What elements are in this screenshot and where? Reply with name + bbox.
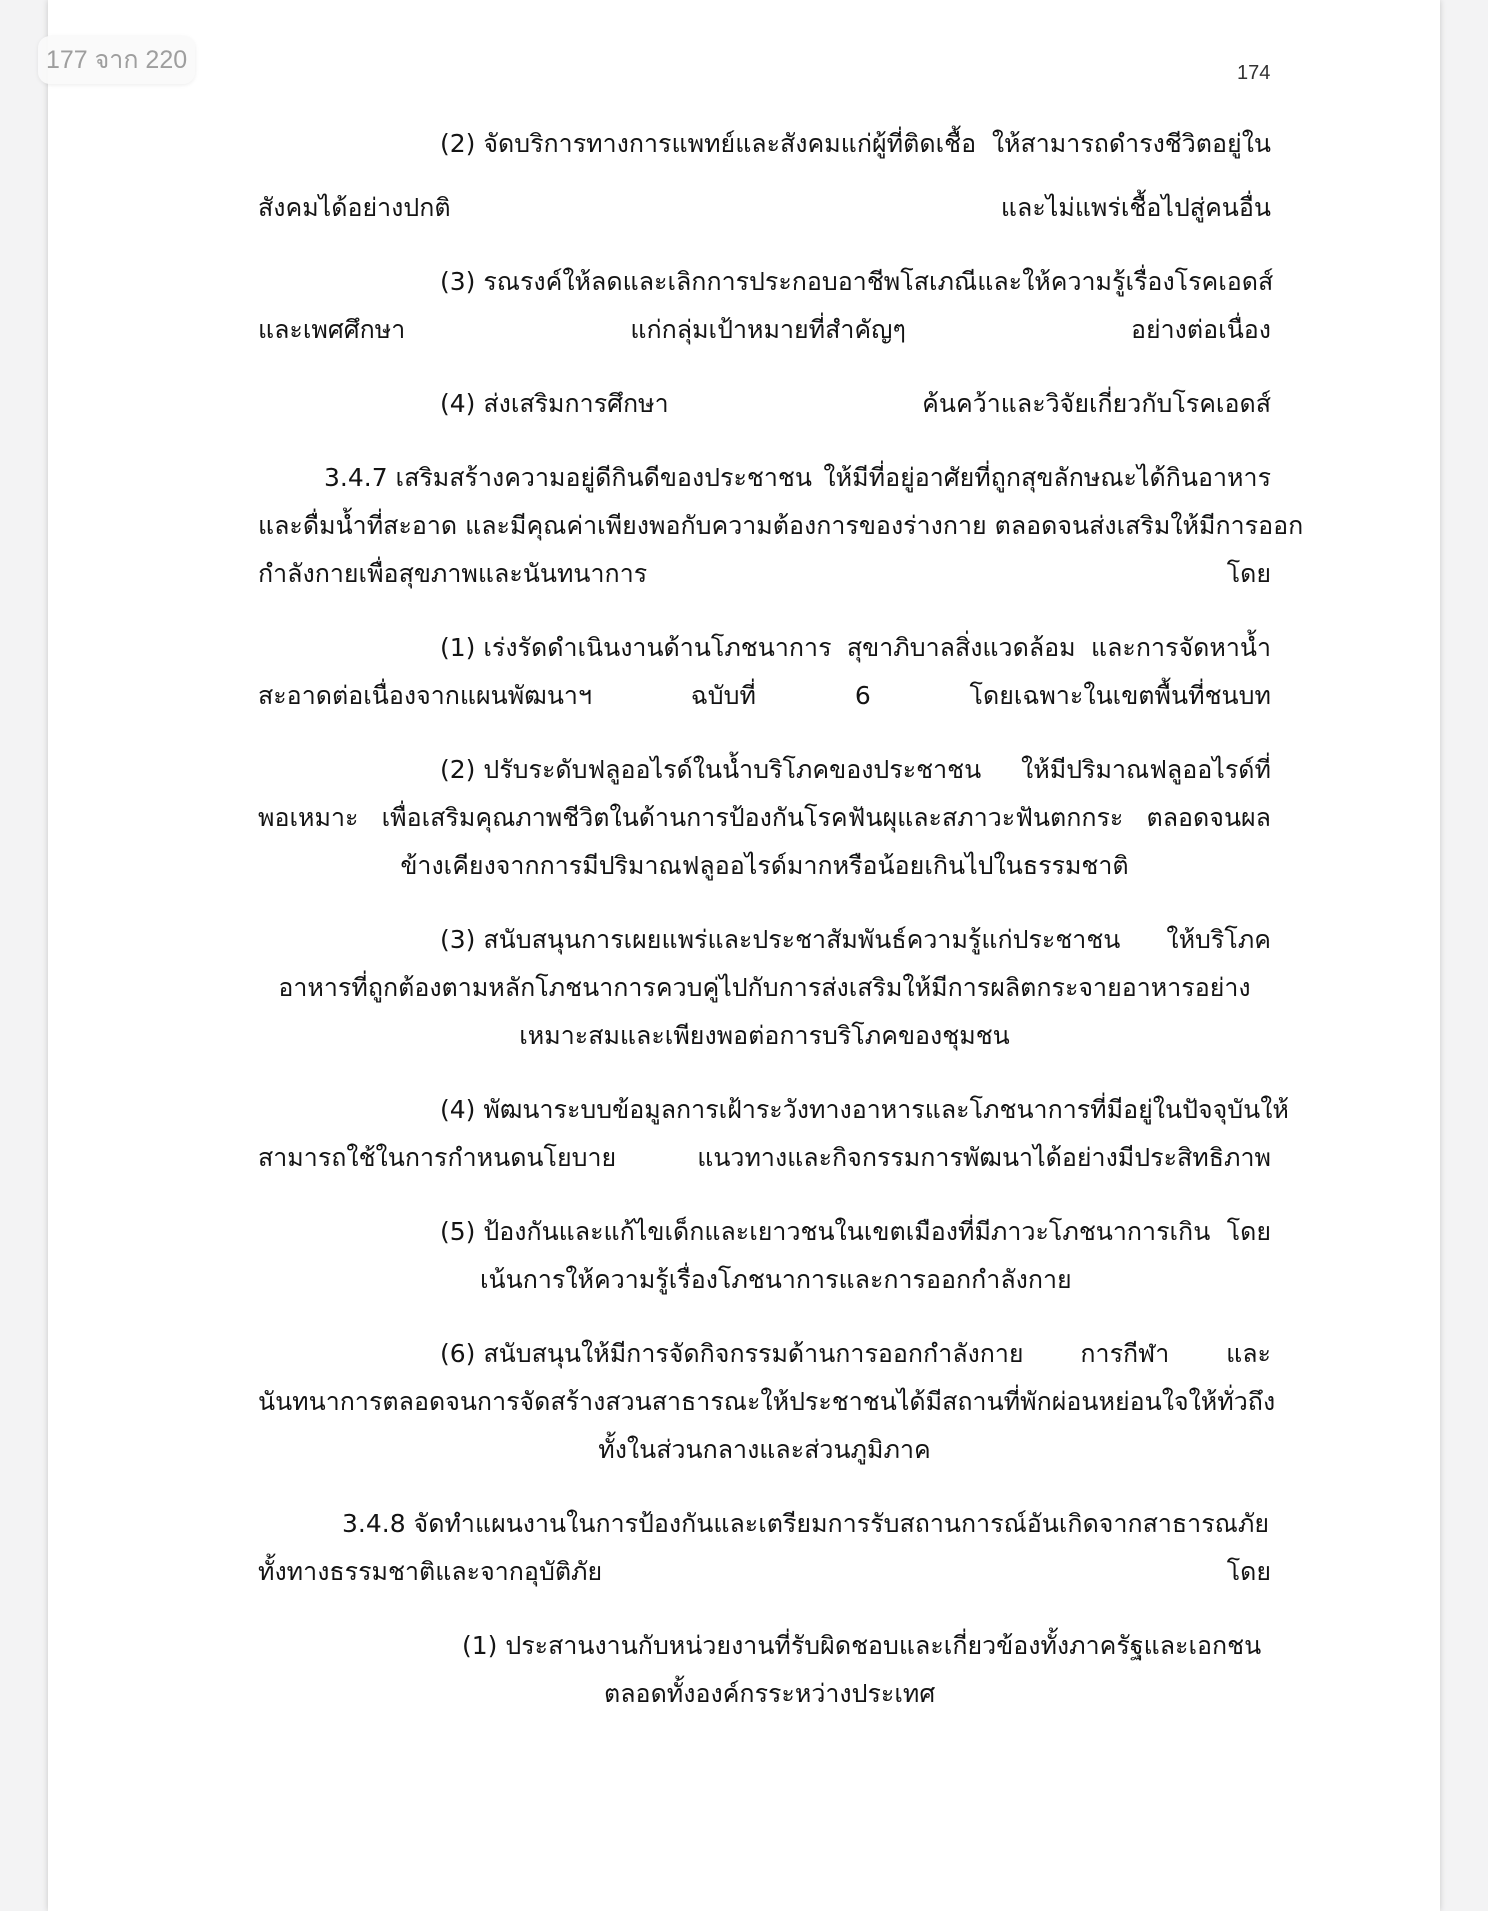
text-line: (6) สนับสนุนให้มีการจัดกิจกรรมด้านการออกกำลังกาย การกีฬา และ	[440, 1339, 1271, 1368]
text-line: (4) พัฒนาระบบข้อมูลการเฝ้าระวังทางอาหารและโภชนาการที่มีอยู่ในปัจจุบัน ให้	[440, 1095, 1289, 1124]
text-line: เหมาะสมและเพียงพอต่อการบริโภคของชุมชน	[519, 1021, 1010, 1050]
text-line: และเพศศึกษา แก่กลุ่มเป้าหมายที่สำคัญๆ อย่างต่อเนื่อง	[258, 315, 1271, 344]
text-line: ข้างเคียงจากการมีปริมาณฟลูออไรด์มากหรือน้อยเกินไปในธรรมชาติ	[400, 851, 1129, 880]
text-line: (4) ส่งเสริมการศึกษา ค้นคว้าและวิจัยเกี่ยวกับโรคเอดส์	[440, 389, 1271, 418]
text-line: และดื่มน้ำที่สะอาด และมีคุณค่าเพียงพอกับความต้องการของร่างกาย ตลอดจนส่งเสริมให้มีการออก	[258, 511, 1304, 540]
section-heading: 3.4.7 เสริมสร้างความอยู่ดีกินดีของประชาชน ให้มีที่อยู่อาศัยที่ถูกสุขลักษณะได้กินอาหาร	[324, 463, 1271, 492]
text-line: นันทนาการ ตลอดจนการจัดสร้างสวนสาธารณะให้ประชาชนได้มีสถานที่พักผ่อนหย่อนใจให้ทั่วถึง	[258, 1387, 1276, 1416]
text-line: สะอาดต่อเนื่องจากแผนพัฒนาฯ ฉบับที่ 6 โดยเฉพาะในเขตพื้นที่ชนบท	[258, 681, 1271, 710]
text-line: ทั้งทางธรรมชาติและจากอุบัติภัย โดย	[258, 1557, 1271, 1586]
text-line: (1) เร่งรัดดำเนินงานด้านโภชนาการ สุขาภิบาลสิ่งแวดล้อม และการจัดหาน้ำ	[440, 633, 1271, 662]
text-line: กำลังกายเพื่อสุขภาพและนันทนาการ โดย	[258, 559, 1271, 588]
text-line: (5) ป้องกันและแก้ไขเด็กและเยาวชนในเขตเมืองที่มีภาวะโภชนาการเกิน โดย	[440, 1217, 1271, 1246]
text-line: (3) สนับสนุนการเผยแพร่และประชาสัมพันธ์ความรู้แก่ประชาชน ให้บริโภค	[440, 925, 1271, 954]
text-line: (3) รณรงค์ให้ลดและเลิกการประกอบอาชีพโสเภณี และให้ความรู้เรื่องโรคเอดส์	[440, 267, 1274, 296]
text-line: ตลอดทั้งองค์กรระหว่างประเทศ	[604, 1679, 936, 1708]
page-indicator: 177 จาก 220	[38, 36, 195, 84]
text-line: สามารถใช้ในการกำหนดนโยบาย แนวทางและกิจกรรมการพัฒนาได้อย่างมีประสิทธิภาพ	[258, 1143, 1271, 1172]
text-line: (2) จัดบริการทางการแพทย์และสังคมแก่ผู้ที่ติดเชื้อ ให้สามารถดำรงชีวิตอยู่ใน	[440, 129, 1271, 158]
section-heading: 3.4.8 จัดทำแผนงานในการป้องกันและเตรียมการรับสถานการณ์อันเกิดจากสาธารณภัย	[342, 1509, 1269, 1538]
text-line: ทั้งในส่วนกลางและส่วนภูมิภาค	[598, 1435, 931, 1464]
text-line: (2) ปรับระดับฟลูออไรด์ในน้ำบริโภคของประชาชน ให้มีปริมาณฟลูออไรด์ที่	[440, 755, 1271, 784]
text-line: อาหารที่ถูกต้องตามหลักโภชนาการควบคู่ไปกับการส่งเสริมให้มีการผลิตกระจายอาหารอย่าง	[278, 973, 1251, 1002]
text-line: (1) ประสานงานกับหน่วยงานที่รับผิดชอบและเกี่ยวข้องทั้งภาครัฐและเอกชน	[462, 1631, 1262, 1660]
page-number: 174	[1237, 62, 1271, 84]
text-line: สังคมได้อย่างปกติ และไม่แพร่เชื้อไปสู่คนอื่น	[258, 193, 1271, 222]
text-line: พอเหมาะ เพื่อเสริมคุณภาพชีวิตในด้านการป้องกันโรคฟันผุและสภาวะฟันตกกระ ตลอดจนผล	[258, 803, 1271, 832]
text-line: เน้นการให้ความรู้เรื่องโภชนาการและการออกกำลังกาย	[480, 1265, 1072, 1294]
